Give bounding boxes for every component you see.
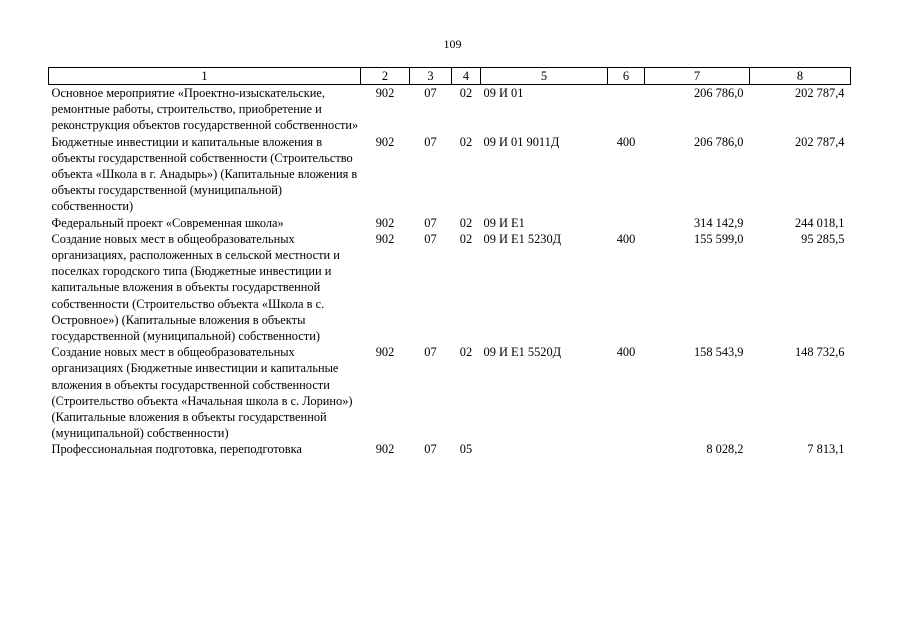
column-header-4: 4 xyxy=(452,68,481,85)
row-section: 07 xyxy=(424,86,437,100)
row-ministry-code: 902 xyxy=(375,86,395,100)
table-body xyxy=(49,85,851,458)
column-header-1: 1 xyxy=(49,68,361,85)
table-row xyxy=(49,85,851,134)
row-expense-type xyxy=(608,85,645,134)
row-name: Профессиональная подготовка, переподготовка xyxy=(51,442,302,457)
budget-table xyxy=(48,67,851,458)
row-target-article: 09 И 01 9011Д xyxy=(483,134,560,149)
table-row xyxy=(49,231,851,344)
row-section: 07 xyxy=(424,231,437,246)
row-amount-8: 244 018,1 xyxy=(794,215,845,230)
column-header-2: 2 xyxy=(361,68,410,85)
row-ministry-code: 902 xyxy=(375,215,395,230)
row-expense-type: 400 xyxy=(616,134,636,149)
row-name: Основное мероприятие «Проектно-изыскательские, ремонтные работы, строительство, приобретение и реконструкция объектов государственной собственности» xyxy=(51,86,359,133)
row-target-article: 09 И Е1 5230Д xyxy=(483,231,562,246)
row-amount-8: 202 787,4 xyxy=(794,134,845,149)
column-header-3: 3 xyxy=(410,68,452,85)
row-subsection: 05 xyxy=(459,442,473,457)
row-amount-8: 95 285,5 xyxy=(801,231,845,246)
row-amount-7: 314 142,9 xyxy=(693,215,744,230)
row-amount-8: 148 732,6 xyxy=(794,345,845,360)
row-name: Создание новых мест в общеобразовательных организациях, расположенных в сельской местности и поселках городского типа (Бюджетные инвестиции и капитальные вложения в объекты государственной собственности (Строительство объекта «Школа в с. Островное») (Капитальные вложения в объекты государственной (муниципальной) собственности) xyxy=(51,231,340,344)
column-header-7: 7 xyxy=(645,68,750,85)
row-expense-type xyxy=(608,441,645,457)
row-expense-type: 400 xyxy=(616,231,636,246)
table-header xyxy=(49,68,851,85)
row-subsection: 02 xyxy=(459,215,473,230)
row-ministry-code: 902 xyxy=(375,345,395,360)
row-amount-7: 155 599,0 xyxy=(693,231,744,246)
row-target-article: 09 И 01 xyxy=(483,86,524,100)
row-amount-7: 206 786,0 xyxy=(693,134,744,149)
row-name: Федеральный проект «Современная школа» xyxy=(51,215,284,230)
column-header-6: 6 xyxy=(608,68,645,85)
row-expense-type xyxy=(608,215,645,231)
row-target-article: 09 И Е1 xyxy=(483,215,525,230)
row-section: 07 xyxy=(424,442,437,457)
column-header-8: 8 xyxy=(750,68,851,85)
row-subsection: 02 xyxy=(459,231,473,246)
row-subsection: 02 xyxy=(459,345,473,360)
row-amount-7: 206 786,0 xyxy=(693,86,744,100)
table-row xyxy=(49,134,851,215)
page-number: 109 xyxy=(443,37,462,51)
table-row xyxy=(49,344,851,441)
row-amount-7: 8 028,2 xyxy=(706,442,744,457)
row-ministry-code: 902 xyxy=(375,134,395,149)
row-subsection: 02 xyxy=(459,134,473,149)
table-row xyxy=(49,441,851,457)
header-row xyxy=(49,68,851,85)
row-target-article xyxy=(481,441,608,457)
row-expense-type: 400 xyxy=(616,345,636,360)
row-target-article: 09 И Е1 5520Д xyxy=(483,345,562,360)
row-section: 07 xyxy=(424,345,437,360)
row-ministry-code: 902 xyxy=(375,442,395,457)
row-section: 07 xyxy=(424,215,437,230)
row-name: Бюджетные инвестиции и капитальные вложения в объекты государственной собственности (Строительство объекта «Школа в г. Анадырь») (Капитальные вложения в объекты государственной (муниципальной) собственности) xyxy=(51,134,358,214)
row-amount-8: 7 813,1 xyxy=(807,442,845,457)
row-amount-8: 202 787,4 xyxy=(794,86,845,100)
column-header-5: 5 xyxy=(481,68,608,85)
row-amount-7: 158 543,9 xyxy=(693,345,744,360)
table-row xyxy=(49,215,851,231)
row-section: 07 xyxy=(424,134,437,149)
row-subsection: 02 xyxy=(459,86,473,100)
row-name: Создание новых мест в общеобразовательных организациях (Бюджетные инвестиции и капитальные вложения в объекты государственной собственности (Строительство объекта «Начальная школа в с. Лорино») (Капитальные вложения в объекты государственной (муниципальной) собственности) xyxy=(51,345,353,441)
row-ministry-code: 902 xyxy=(375,231,395,246)
